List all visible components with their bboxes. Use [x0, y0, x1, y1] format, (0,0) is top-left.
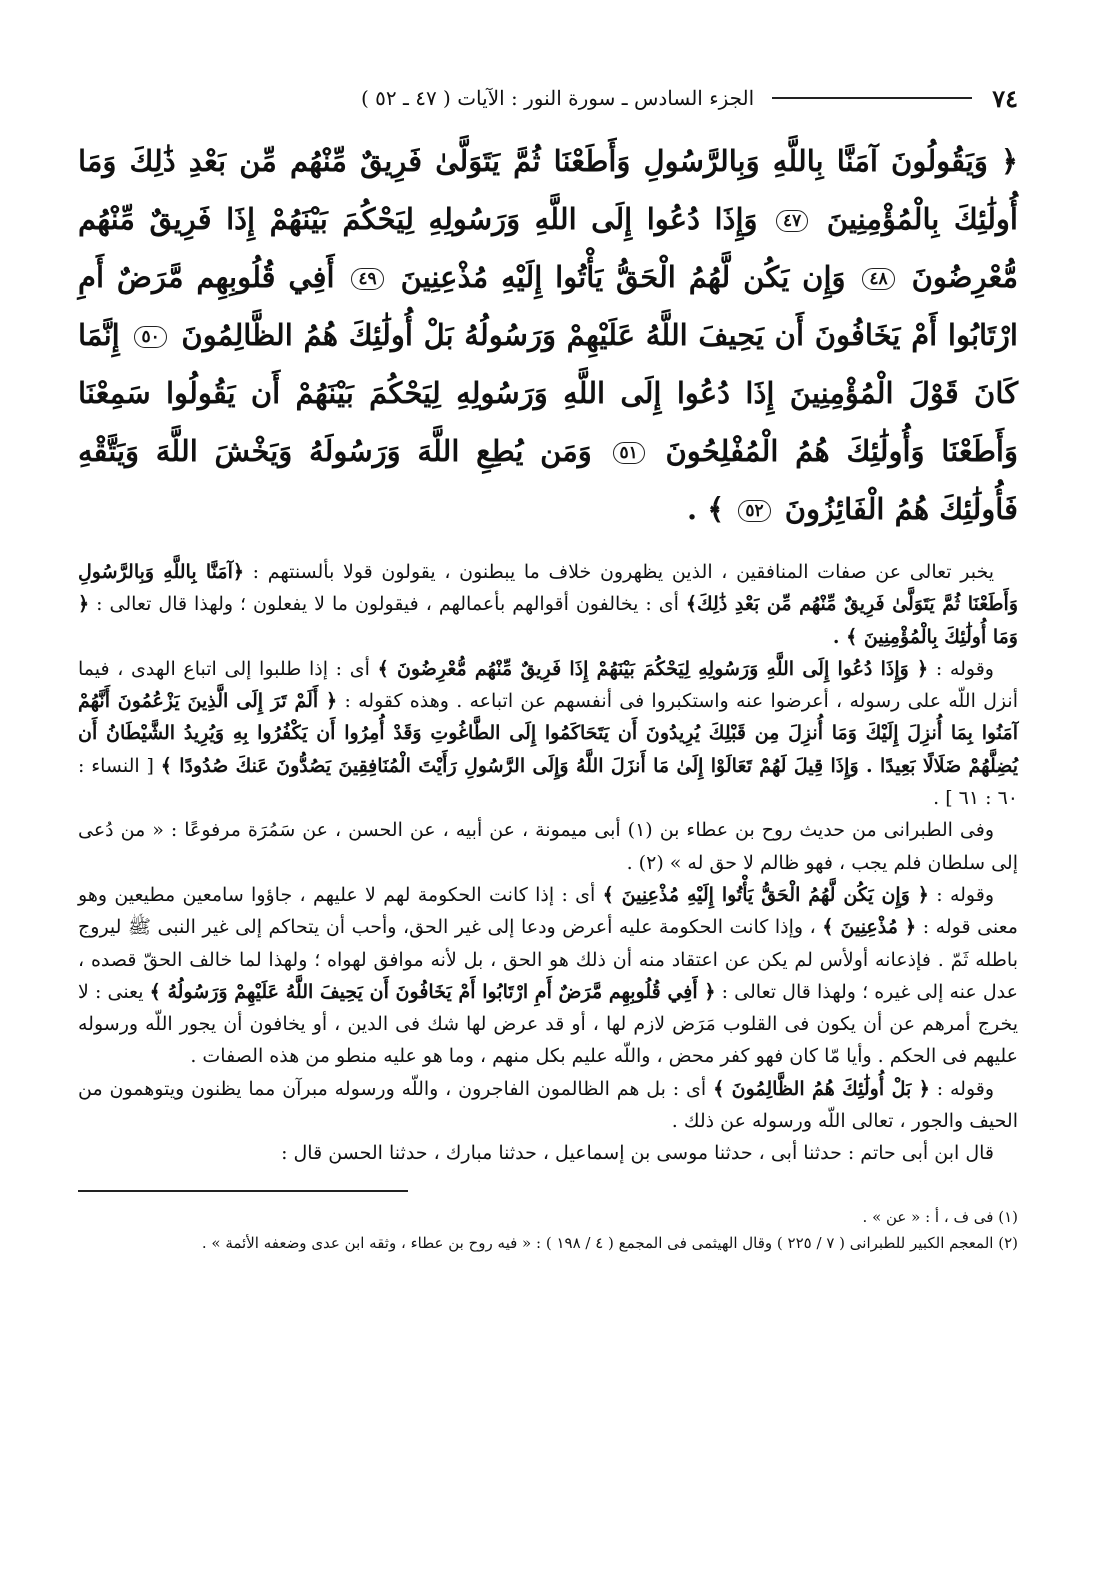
- verse-text: ﴿ وَيَقُولُونَ آمَنَّا بِاللَّهِ وَبِالرَّسُولِ وَأَطَعْنَا ثُمَّ يَتَوَلَّىٰ فَرِيقٌ مِّنْهُم مِّن بَعْدِ ذَٰلِكَ وَمَا أُولَٰئِكَ بِالْمُؤْمِنِينَ: [78, 144, 1018, 236]
- ayah-number: ٤٩: [351, 268, 383, 290]
- ayah-number: ٥٠: [134, 326, 166, 348]
- commentary-text: يعنى : لا يخرج أمرهم عن أن يكون فى القلوب مَرَض لازم لها ، أو قد عرض لها شك فى الدين ، أو يخافون أن يجور اللّه ورسوله عليهم فى الحكم . وأيا مّا كان فهو كفر محض ، واللّه عليم بكل منهم ، وما هو عليه منطو من هذه الصفات .: [78, 980, 1018, 1068]
- commentary-paragraph: [78, 1073, 1018, 1138]
- commentary-text: أى : إذا كانت الحكومة لهم لا عليهم ، جاؤوا سامعين مطيعين وهو معنى قوله :: [78, 883, 1018, 939]
- commentary-text: أى : إذا طلبوا إلى اتباع الهدى ، فيما أنزل اللّه على رسوله ، أعرضوا عنه واستكبروا فى أنفسهم عن اتباعه . وهذه كقوله :: [78, 657, 1018, 713]
- quoted-verse: ﴿ بَلْ أُولَٰئِكَ هُمُ الظَّالِمُونَ ﴾: [713, 1077, 930, 1100]
- quoted-verse: ﴿ مُذْعِنِينَ ﴾: [822, 916, 917, 939]
- ayah-number: ٤٧: [776, 210, 808, 232]
- commentary-paragraph: [78, 879, 1018, 1073]
- commentary-paragraph: [78, 1137, 1018, 1169]
- running-title: الجزء السادس ـ سورة النور : الآيات ( ٤٧ ـ ٥٢ ): [360, 86, 755, 110]
- ayah-number: ٥٢: [738, 500, 770, 522]
- footnote: (١) فى ف ، أ : « عن » .: [862, 1207, 1018, 1226]
- footnote: (٢) المعجم الكبير للطبرانى ( ٧ / ٢٢٥ ) وقال الهيثمى فى المجمع ( ٤ / ١٩٨ ) : « فيه روح بن عطاء ، وثقه ابن عدى وضعفه الأئمة » .: [201, 1233, 1018, 1252]
- quran-verses: [78, 132, 1018, 538]
- footnotes: [78, 1204, 1018, 1256]
- ayah-number: ٥١: [613, 442, 645, 464]
- verse-reference: [ النساء : ٦٠ : ٦١ ] .: [78, 754, 1018, 810]
- commentary-text: وقوله :: [936, 1077, 995, 1100]
- header-rule: [772, 97, 972, 99]
- verse-text: وَإِن يَكُن لَّهُمُ الْحَقُّ يَأْتُوا إِلَيْهِ مُذْعِنِينَ: [400, 260, 846, 294]
- verse-text: إِنَّمَا كَانَ قَوْلَ الْمُؤْمِنِينَ إِذَا دُعُوا إِلَى اللَّهِ وَرَسُولِهِ لِيَحْكُمَ بَيْنَهُمْ أَن يَقُولُوا سَمِعْنَا وَأَطَعْنَا وَأُولَٰئِكَ هُمُ الْمُفْلِحُونَ: [78, 318, 1018, 468]
- commentary-text: وفى الطبرانى من حديث روح بن عطاء بن (١) أبى ميمونة ، عن أبيه ، عن الحسن ، عن سَمُرَة مرفوعًا : « من دُعى إلى سلطان فلم يجب ، فهو ظالم لا حق له » (٢) .: [78, 819, 1018, 874]
- quoted-verse: ﴿ وَإِن يَكُن لَّهُمُ الْحَقُّ يَأْتُوا إِلَيْهِ مُذْعِنِينَ ﴾: [602, 883, 929, 906]
- tafsir-commentary: [78, 556, 1018, 1170]
- commentary-text: ، وإذا كانت الحكومة عليه أعرض ودعا إلى غير الحق، وأحب أن يتحاكم إلى غير النبى ﷺ ليروج باطله ثَمّ . فإذعانه أولأس لم يكن عن اعتقاد منه أن ذلك هو الحق ، بل لأنه موافق لهواه ؛ ولهذا لما خالف الحقّ قصده ، عدل عنه إلى غيره ؛ ولهذا قال تعالى :: [78, 916, 1018, 1003]
- commentary-text: أى : بل هم الظالمون الفاجرون ، واللّه ورسوله مبرآن مما يظنون ويتوهمون من الحيف والجور ، تعالى اللّه ورسوله عن ذلك .: [78, 1077, 1018, 1133]
- commentary-paragraph: [78, 556, 1018, 653]
- quoted-verse: ﴿آمَنَّا بِاللَّهِ وَبِالرَّسُولِ وَأَطَعْنَا ثُمَّ يَتَوَلَّىٰ فَرِيقٌ مِّنْهُم مِّن بَعْدِ ذَٰلِكَ﴾: [78, 561, 1018, 616]
- commentary-text: أى : يخالفون أقوالهم بأعمالهم ، فيقولون ما لا يفعلون ؛ ولهذا قال تعالى :: [96, 593, 679, 616]
- commentary-paragraph: [78, 653, 1018, 814]
- page-number: ٧٤: [992, 83, 1018, 113]
- quoted-verse: ﴿ وَإِذَا دُعُوا إِلَى اللَّهِ وَرَسُولِهِ لِيَحْكُمَ بَيْنَهُمْ إِذَا فَرِيقٌ مِّنْهُم مُّعْرِضُونَ ﴾: [377, 657, 929, 680]
- commentary-text: يخبر تعالى عن صفات المنافقين ، الذين يظهرون خلاف ما يبطنون ، يقولون قولا بألسنتهم :: [252, 561, 994, 583]
- quoted-verse: ﴿ أَلَمْ تَرَ إِلَى الَّذِينَ يَزْعُمُونَ أَنَّهُمْ آمَنُوا بِمَا أُنزِلَ إِلَيْكَ وَمَا أُنزِلَ مِن قَبْلِكَ يُرِيدُونَ أَن يَتَحَاكَمُوا إِلَى الطَّاغُوتِ وَقَدْ أُمِرُوا أَن يَكْفُرُوا بِهِ وَيُرِيدُ الشَّيْطَانُ أَن يُضِلَّهُمْ ضَلَالًا بَعِيدًا . وَإِذَا قِيلَ لَهُمْ تَعَالَوْا إِلَىٰ مَا أَنزَلَ اللَّهُ وَإِلَى الرَّسُولِ رَأَيْتَ الْمُنَافِقِينَ يَصُدُّونَ عَنكَ صُدُودًا ﴾: [78, 690, 1018, 777]
- verse-close: ﴾ .: [687, 492, 725, 526]
- commentary-text: قال ابن أبى حاتم : حدثنا أبى ، حدثنا موسى بن إسماعيل ، حدثنا مبارك ، حدثنا الحسن قال :: [281, 1142, 994, 1165]
- page-header: [78, 78, 1018, 118]
- verse-text: وَإِذَا دُعُوا إِلَى اللَّهِ وَرَسُولِهِ لِيَحْكُمَ بَيْنَهُمْ إِذَا فَرِيقٌ مِّنْهُم مُّعْرِضُونَ: [78, 202, 1019, 294]
- verse-text: وَمَن يُطِعِ اللَّهَ وَرَسُولَهُ وَيَخْشَ اللَّهَ وَيَتَّقْهِ فَأُولَٰئِكَ هُمُ الْفَائِزُونَ: [78, 434, 1018, 526]
- commentary-text: وقوله :: [936, 883, 994, 906]
- book-page: [78, 78, 1018, 1256]
- verse-text: أَفِي قُلُوبِهِم مَّرَضٌ أَمِ ارْتَابُوا أَمْ يَخَافُونَ أَن يَحِيفَ اللَّهُ عَلَيْهِمْ وَرَسُولُهُ بَلْ أُولَٰئِكَ هُمُ الظَّالِمُونَ: [78, 260, 1018, 352]
- quoted-verse: ﴿ وَمَا أُولَٰئِكَ بِالْمُؤْمِنِينَ ﴾ .: [78, 593, 1018, 648]
- quoted-verse: ﴿ أَفِي قُلُوبِهِم مَّرَضٌ أَمِ ارْتَابُوا أَمْ يَخَافُونَ أَن يَحِيفَ اللَّهُ عَلَيْهِمْ وَرَسُولُهُ ﴾: [149, 980, 716, 1003]
- ayah-number: ٤٨: [862, 268, 894, 290]
- commentary-paragraph: [78, 814, 1018, 879]
- footnote-rule: [78, 1190, 408, 1192]
- commentary-text: وقوله :: [935, 657, 994, 680]
